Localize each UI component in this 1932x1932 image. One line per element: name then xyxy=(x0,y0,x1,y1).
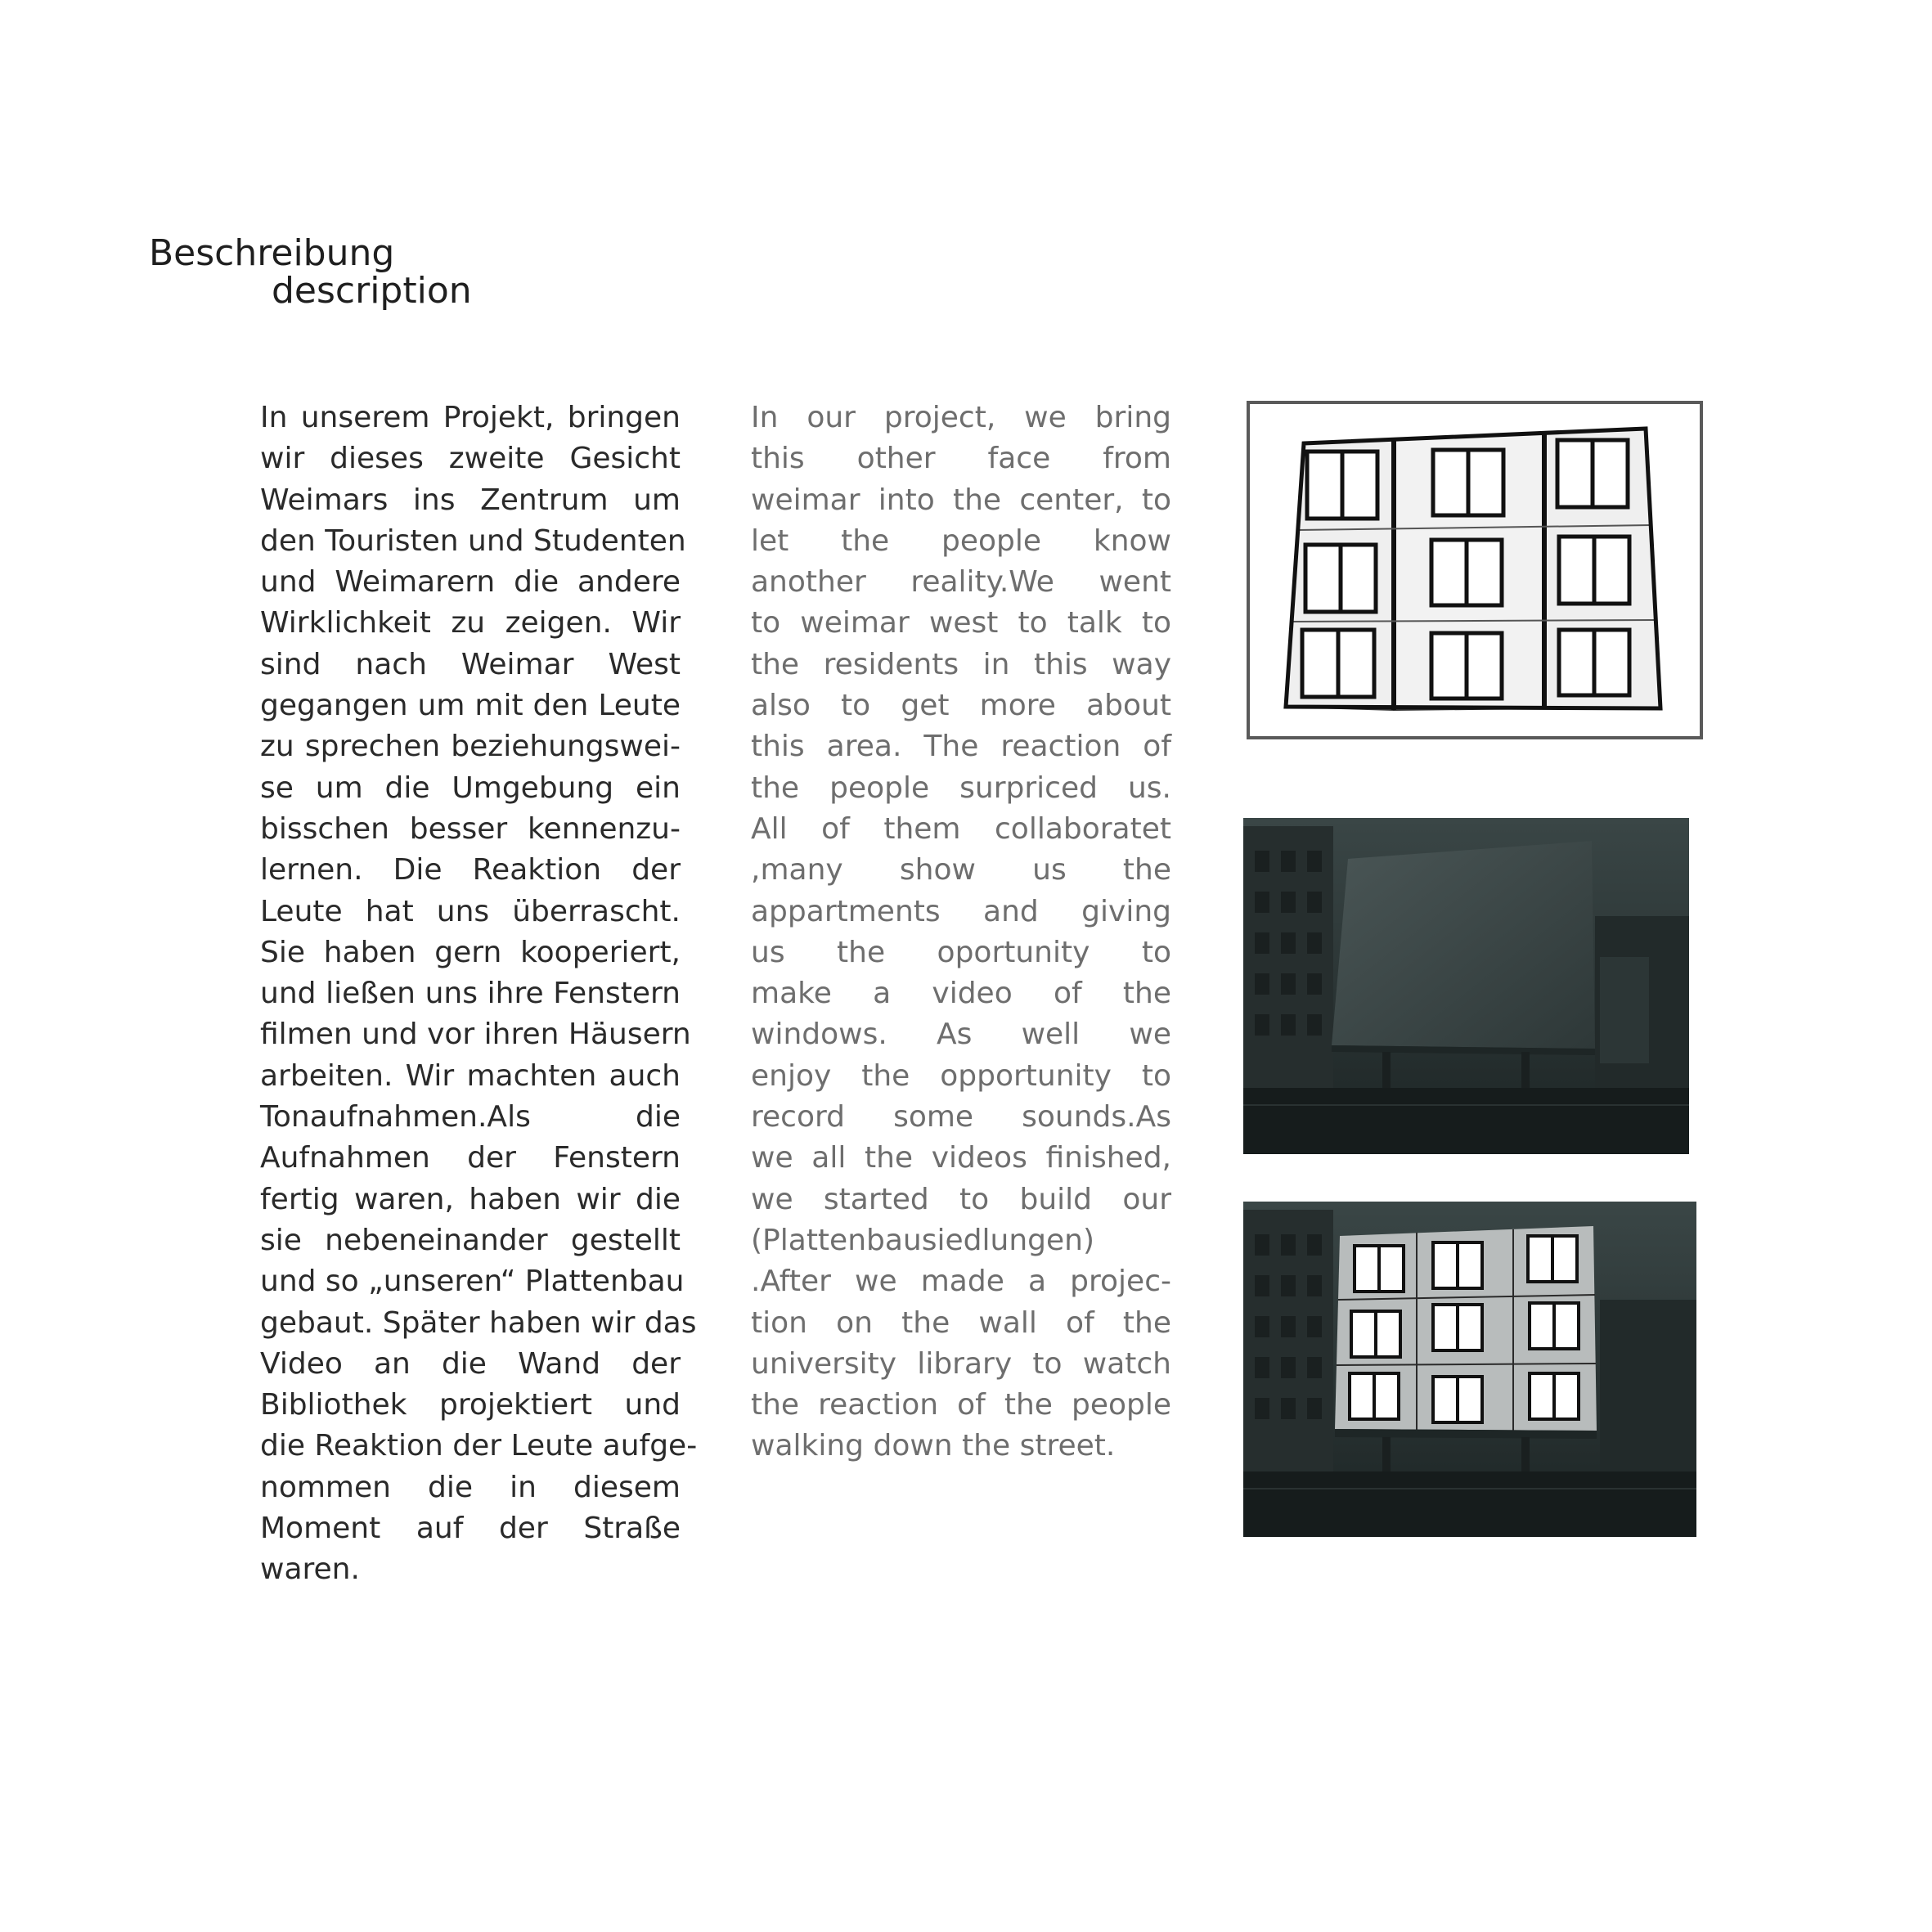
text-line: gegangen um mit den Leute xyxy=(260,689,681,723)
text-line: this area. The reaction of xyxy=(751,730,1171,764)
text-line: Aufnahmen der Fenstern xyxy=(260,1141,681,1175)
text-line: the reaction of the people xyxy=(751,1388,1171,1422)
text-line: Sie haben gern kooperiert, xyxy=(260,935,681,969)
text-line: tion on the wall of the xyxy=(751,1305,1171,1340)
heading-english: description xyxy=(272,270,472,312)
text-line: .After we made a projec- xyxy=(751,1265,1171,1299)
facade-diagram-svg xyxy=(1250,404,1700,736)
text-line: und ließen uns ihre Fenstern xyxy=(260,977,681,1011)
text-line: enjoy the opportunity to xyxy=(751,1058,1171,1093)
photo-blank-wall-svg xyxy=(1243,818,1689,1154)
heading-german: Beschreibung xyxy=(149,232,395,274)
facade-diagram xyxy=(1247,401,1703,739)
text-line: weimar into the center, to xyxy=(751,483,1171,517)
text-line: Weimars ins Zentrum um xyxy=(260,483,681,517)
text-line: zu sprechen beziehungswei- xyxy=(260,730,681,764)
text-line: bisschen besser kennenzu- xyxy=(260,811,681,846)
text-line: we started to build our xyxy=(751,1182,1171,1216)
photo-projection-svg xyxy=(1243,1202,1696,1537)
text-line: arbeiten. Wir machten auch xyxy=(260,1058,681,1093)
text-line: waren. xyxy=(260,1552,360,1587)
text-line: die Reaktion der Leute aufge- xyxy=(260,1429,698,1463)
text-line: fertig waren, haben wir die xyxy=(260,1182,681,1216)
english-text-column xyxy=(751,398,1171,1467)
text-line: Leute hat uns überrascht. xyxy=(260,894,681,928)
text-line: Moment auf der Straße xyxy=(260,1512,681,1546)
text-line: (Plattenbausiedlungen) xyxy=(751,1223,1094,1257)
text-line: also to get more about xyxy=(751,689,1171,723)
text-line: the people surpriced us. xyxy=(751,771,1171,805)
text-line: wir dieses zweite Gesicht xyxy=(260,442,681,476)
text-line: filmen und vor ihren Häusern xyxy=(260,1018,691,1052)
text-line: In unserem Projekt, bringen xyxy=(260,401,681,434)
text-line: windows. As well we xyxy=(751,1018,1171,1052)
photo-projection xyxy=(1243,1202,1696,1537)
text-line: und so „unseren“ Plattenbau xyxy=(260,1265,685,1299)
text-line: ,many show us the xyxy=(751,853,1171,887)
text-line: se um die Umgebung ein xyxy=(260,771,681,805)
text-line: Tonaufnahmen.Als die xyxy=(260,1100,681,1134)
text-line: sind nach Weimar West xyxy=(260,647,681,681)
text-line: den Touristen und Studenten xyxy=(260,523,686,558)
text-line: record some sounds.As xyxy=(751,1100,1171,1134)
text-line: lernen. Die Reaktion der xyxy=(260,853,681,887)
text-line: In our project, we bring xyxy=(751,401,1171,434)
text-line: sie nebeneinander gestellt xyxy=(260,1223,681,1257)
photo-blank-wall xyxy=(1243,818,1689,1154)
text-line: us the oportunity to xyxy=(751,935,1171,969)
text-line: make a video of the xyxy=(751,977,1171,1011)
text-line: Video an die Wand der xyxy=(260,1346,681,1381)
text-line: university library to watch xyxy=(751,1346,1171,1381)
text-line: another reality.We went xyxy=(751,565,1171,600)
text-line: to weimar west to talk to xyxy=(751,606,1171,640)
german-text-column xyxy=(260,398,698,1591)
text-line: All of them collaboratet xyxy=(751,811,1171,846)
text-line: this other face from xyxy=(751,442,1171,476)
text-line: we all the videos finished, xyxy=(751,1141,1171,1175)
text-line: Bibliothek projektiert und xyxy=(260,1388,681,1422)
text-line: und Weimarern die andere xyxy=(260,565,681,600)
text-line: appartments and giving xyxy=(751,894,1171,928)
text-line: the residents in this way xyxy=(751,647,1171,681)
text-line: walking down the street. xyxy=(751,1429,1116,1463)
text-line: Wirklichkeit zu zeigen. Wir xyxy=(260,606,681,640)
text-line: let the people know xyxy=(751,523,1171,558)
text-line: nommen die in diesem xyxy=(260,1470,681,1504)
text-line: gebaut. Später haben wir das xyxy=(260,1305,697,1340)
